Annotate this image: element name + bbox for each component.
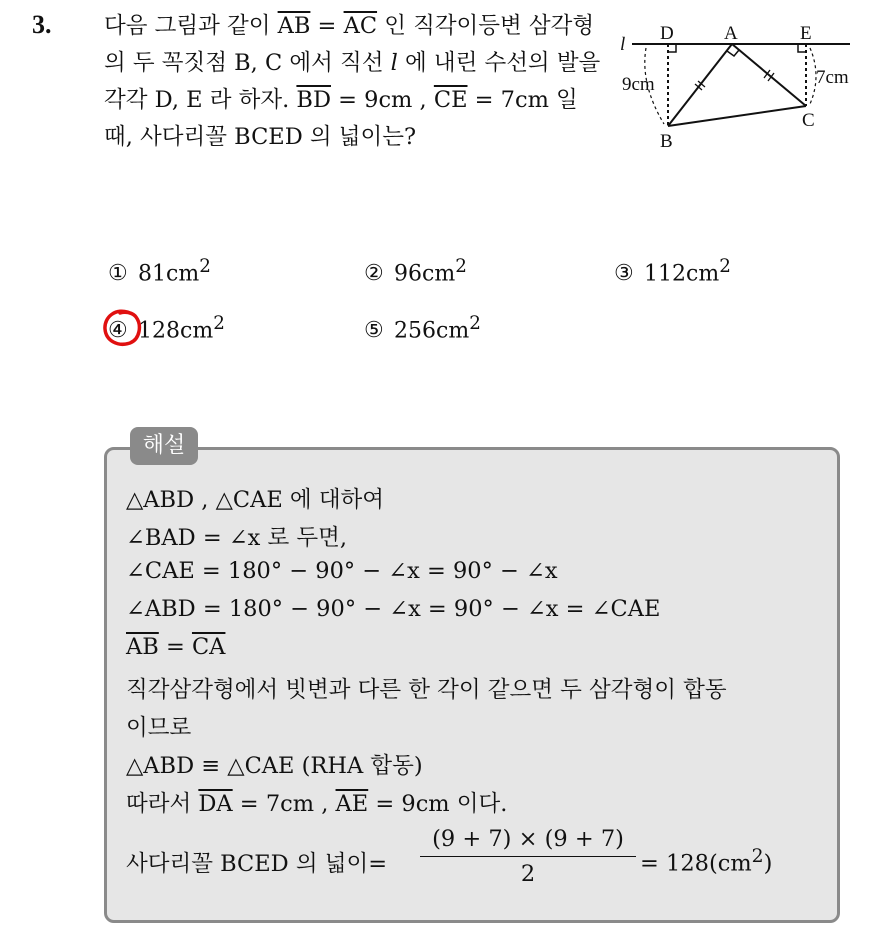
solution-line-8: △ABD ≡ △CAE (RHA 합동) [126,753,423,779]
choice-3[interactable] [614,256,731,286]
area-fraction [420,826,636,887]
triangle-diagram [612,18,862,158]
solution-area-prefix: 사다리꼴 BCED 의 넓이= [126,851,388,877]
right-angle-d [668,44,676,52]
choice-exponent: 2 [213,313,225,334]
label-a: A [724,23,738,44]
choice-value: 96cm [394,261,456,287]
segment-bc-line [668,106,806,126]
segment-bd: $\overline{BD}$ [296,87,331,113]
choice-value: 128cm [138,318,214,344]
line-l-symbol: l [390,50,398,76]
choice-number: ⑤ [364,318,384,344]
choice-value: 256cm [394,318,470,344]
result-value: = 128(cm [640,850,752,877]
segment-ab: $\overline{AB}$ [126,634,159,660]
choice-exponent: 2 [719,256,731,277]
equals-sign: = [158,634,192,660]
right-angle-a [727,50,739,56]
choice-exponent: 2 [455,256,467,277]
choice-number: ① [108,261,128,287]
answer-circle-mark [100,305,146,351]
segment-ae: $\overline{AE}$ [335,791,369,817]
solution-line-9 [126,786,507,818]
solution-line-2: ∠BAD = ∠x 로 두면, [126,525,348,551]
choice-value: 81cm [138,261,200,287]
segment-ab: $\overline{AB}$ [277,13,311,39]
choice-exponent: 2 [199,256,211,277]
text-part: = 7cm , [232,791,336,817]
question-number: 3. [32,10,52,39]
question-text-part: 에 내린 수선의 발을 각각 D, E 라 하자. [104,50,601,113]
question-text-part: 다음 그림과 같이 [104,13,278,39]
question-text-part: = 7cm 일 때, 사다리꼴 BCED 의 넓이는? [104,87,578,150]
area-result [640,846,772,877]
text-part: 따라서 [126,791,199,817]
choice-1[interactable] [108,256,211,286]
segment-ca: $\overline{CA}$ [191,634,226,660]
question-text-part: = 9cm , [330,87,434,113]
label-b: B [660,131,673,152]
text-part: = 9cm 이다. [368,791,508,817]
fraction-denominator: 2 [520,861,536,887]
solution-line-1: △ABD , △CAE 에 대하여 [126,487,385,513]
solution-line-3: ∠CAE = 180° − 90° − ∠x = 90° − ∠x [126,558,558,584]
solution-line-6: 직각삼각형에서 빗변과 다른 한 각이 같으면 두 삼각형이 합동 [126,677,727,703]
result-exponent: 2 [751,846,764,867]
choice-value: 112cm [644,261,720,287]
choice-number: ③ [614,261,634,287]
segment-ce: $\overline{CE}$ [433,87,468,113]
choice-2[interactable] [364,256,467,286]
segment-da: $\overline{DA}$ [198,791,233,817]
label-l: l [620,34,626,55]
right-angle-e [798,44,806,52]
result-close: ) [763,850,773,877]
solution-label: 해설 [130,427,198,465]
segment-ac: $\overline{AC}$ [343,13,378,39]
solution-line-7: 이므로 [126,715,192,741]
solution-line-4: ∠ABD = 180° − 90° − ∠x = 90° − ∠x = ∠CAE [126,596,661,622]
choice-number: ② [364,261,384,287]
choice-number: ④ [108,318,128,344]
label-c: C [802,110,815,131]
equals-sign: = [310,13,344,39]
label-d: D [660,23,674,44]
segment-ac-line [732,44,806,106]
fraction-bar [420,856,636,857]
choice-5[interactable] [364,313,481,343]
label-bd-length: 9cm [622,74,655,95]
choice-exponent: 2 [469,313,481,334]
fraction-numerator: (9 + 7) × (9 + 7) [432,826,624,852]
question-text-part: 인 직각이등변 삼각형의 두 꼭짓점 B, C 에서 직선 [104,13,595,76]
segment-ab-line [668,44,732,126]
solution-line-5 [126,634,225,660]
label-ce-length: 7cm [816,67,849,88]
question-text [104,8,604,156]
label-e: E [800,23,812,44]
